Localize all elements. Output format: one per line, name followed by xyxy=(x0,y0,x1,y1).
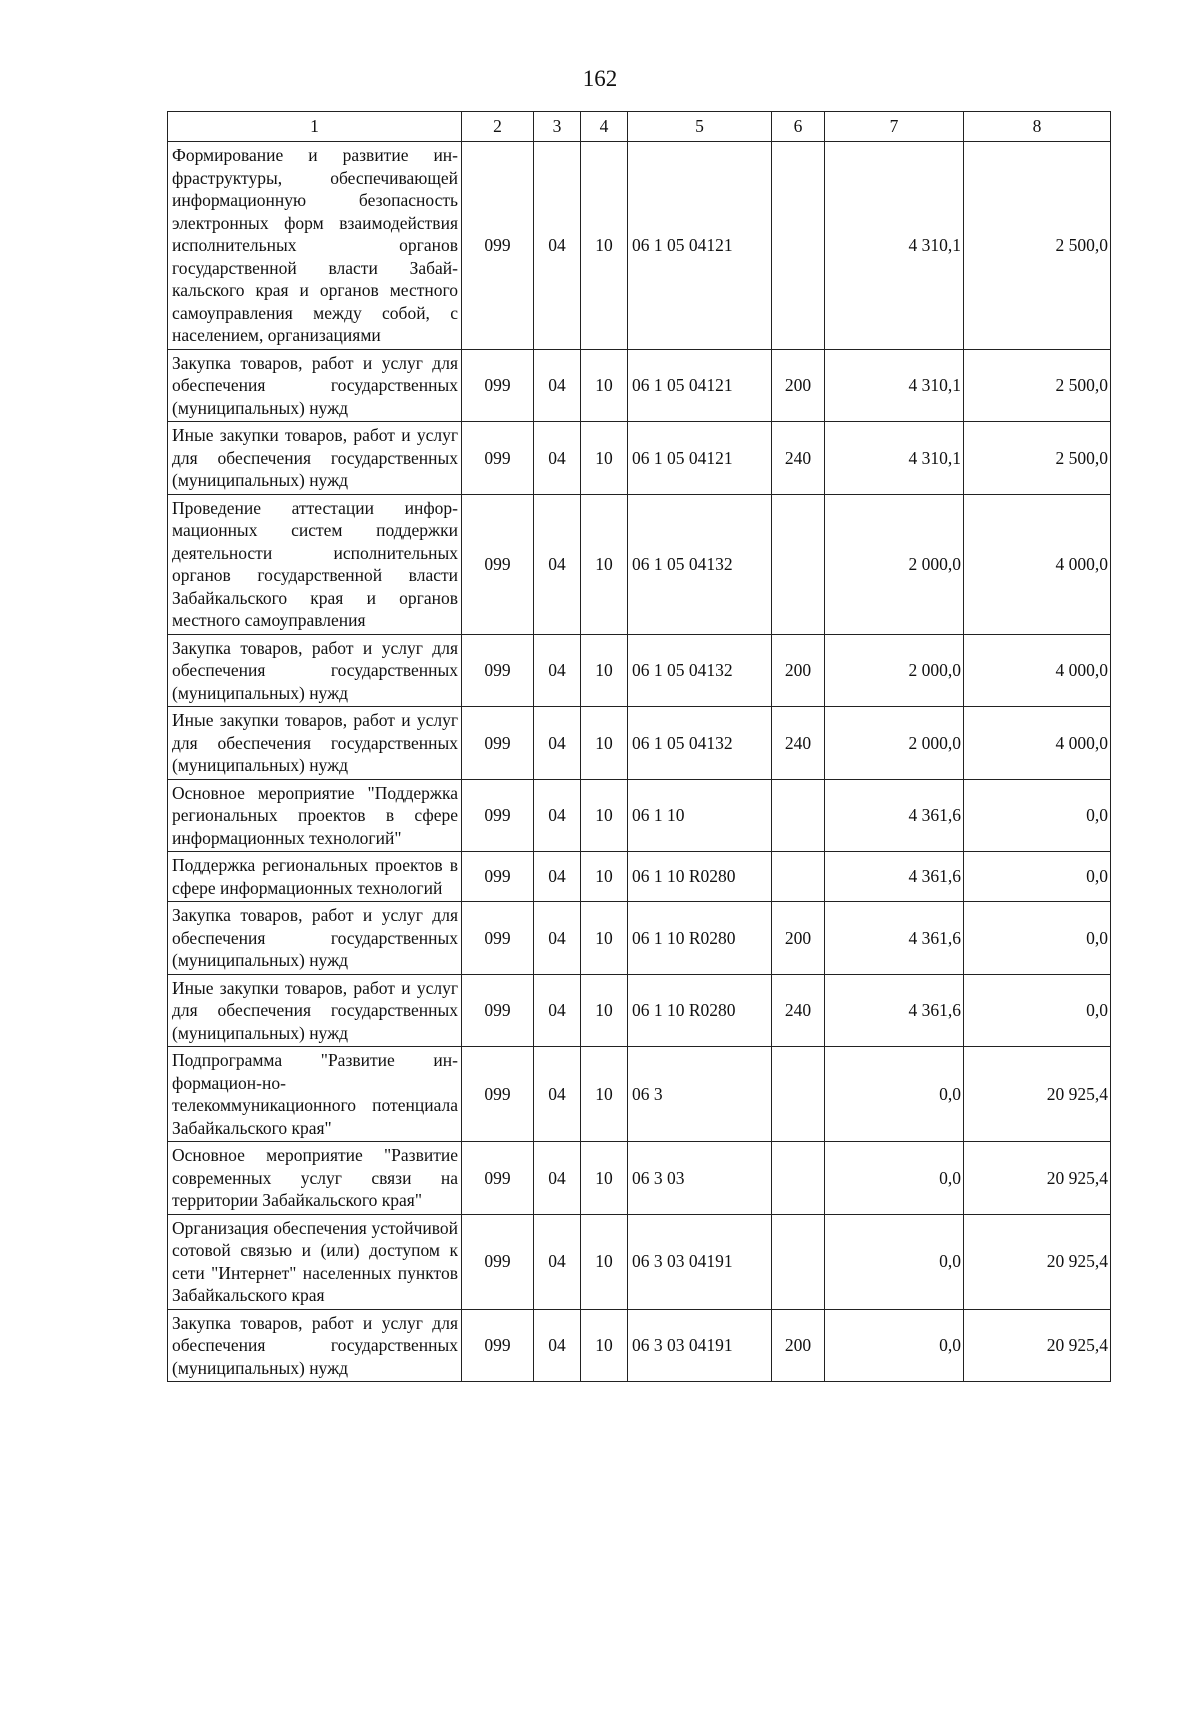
table-row xyxy=(168,1142,1111,1215)
section-code: 04 xyxy=(534,1142,581,1215)
table-row xyxy=(168,1309,1111,1382)
subsection-code: 10 xyxy=(581,974,628,1047)
amount-col-7: 4 310,1 xyxy=(825,422,964,495)
subsection-code: 10 xyxy=(581,1309,628,1382)
amount-col-8: 2 500,0 xyxy=(964,422,1111,495)
column-header: 8 xyxy=(964,112,1111,142)
gov-code: 099 xyxy=(462,707,534,780)
subsection-code: 10 xyxy=(581,494,628,634)
amount-col-7: 2 000,0 xyxy=(825,634,964,707)
gov-code: 099 xyxy=(462,779,534,852)
subsection-code: 10 xyxy=(581,422,628,495)
amount-col-8: 0,0 xyxy=(964,779,1111,852)
expense-type-code: 240 xyxy=(772,974,825,1047)
target-article-code: 06 3 03 04191 xyxy=(628,1214,772,1309)
section-code: 04 xyxy=(534,349,581,422)
target-article-code: 06 3 03 04191 xyxy=(628,1309,772,1382)
amount-col-7: 4 310,1 xyxy=(825,349,964,422)
amount-col-8: 4 000,0 xyxy=(964,494,1111,634)
amount-col-7: 0,0 xyxy=(825,1047,964,1142)
table-row xyxy=(168,852,1111,902)
table-row xyxy=(168,142,1111,350)
row-name: Подпрограмма "Развитие информацион-но-телекоммуникационного потенциала Забайкальского края" xyxy=(168,1047,462,1142)
target-article-code: 06 1 10 xyxy=(628,779,772,852)
subsection-code: 10 xyxy=(581,1142,628,1215)
amount-col-7: 2 000,0 xyxy=(825,494,964,634)
table-row xyxy=(168,422,1111,495)
subsection-code: 10 xyxy=(581,349,628,422)
section-code: 04 xyxy=(534,902,581,975)
expense-type-code: 200 xyxy=(772,1309,825,1382)
subsection-code: 10 xyxy=(581,142,628,350)
subsection-code: 10 xyxy=(581,634,628,707)
gov-code: 099 xyxy=(462,142,534,350)
target-article-code: 06 1 05 04121 xyxy=(628,142,772,350)
expense-type-code: 240 xyxy=(772,422,825,495)
amount-col-7: 4 361,6 xyxy=(825,852,964,902)
table-row xyxy=(168,494,1111,634)
row-name: Закупка товаров, работ и услуг для обеспечения государственных (муниципальных) нужд xyxy=(168,634,462,707)
table-row xyxy=(168,349,1111,422)
column-header: 1 xyxy=(168,112,462,142)
section-code: 04 xyxy=(534,1214,581,1309)
row-name: Основное мероприятие "Развитие современных услуг связи на территории Забайкальского края" xyxy=(168,1142,462,1215)
gov-code: 099 xyxy=(462,634,534,707)
expense-type-code xyxy=(772,1214,825,1309)
target-article-code: 06 3 03 xyxy=(628,1142,772,1215)
subsection-code: 10 xyxy=(581,779,628,852)
column-header: 7 xyxy=(825,112,964,142)
amount-col-8: 2 500,0 xyxy=(964,142,1111,350)
amount-col-8: 0,0 xyxy=(964,974,1111,1047)
expense-type-code xyxy=(772,852,825,902)
amount-col-7: 4 361,6 xyxy=(825,974,964,1047)
row-name: Формирование и развитие инфраструктуры, обеспечивающей информационную безопасность электронных форм взаимодействия исполнительных органов государственной власти Забайкальского края и органов местного самоуправления между собой, с населением, организациями xyxy=(168,142,462,350)
expense-type-code xyxy=(772,1047,825,1142)
amount-col-7: 2 000,0 xyxy=(825,707,964,780)
section-code: 04 xyxy=(534,852,581,902)
table-row xyxy=(168,974,1111,1047)
subsection-code: 10 xyxy=(581,1214,628,1309)
amount-col-8: 20 925,4 xyxy=(964,1214,1111,1309)
budget-table xyxy=(167,111,1111,1382)
gov-code: 099 xyxy=(462,1214,534,1309)
row-name: Закупка товаров, работ и услуг для обеспечения государственных (муниципальных) нужд xyxy=(168,1309,462,1382)
gov-code: 099 xyxy=(462,852,534,902)
row-name: Иные закупки товаров, работ и услуг для обеспечения государственных (муниципальных) нужд xyxy=(168,707,462,780)
amount-col-7: 0,0 xyxy=(825,1214,964,1309)
section-code: 04 xyxy=(534,634,581,707)
page-number: 162 xyxy=(582,66,618,91)
subsection-code: 10 xyxy=(581,902,628,975)
target-article-code: 06 1 05 04121 xyxy=(628,349,772,422)
target-article-code: 06 1 05 04132 xyxy=(628,494,772,634)
amount-col-7: 4 310,1 xyxy=(825,142,964,350)
section-code: 04 xyxy=(534,494,581,634)
expense-type-code xyxy=(772,494,825,634)
table-row xyxy=(168,634,1111,707)
subsection-code: 10 xyxy=(581,1047,628,1142)
column-header: 6 xyxy=(772,112,825,142)
expense-type-code: 200 xyxy=(772,902,825,975)
amount-col-8: 20 925,4 xyxy=(964,1309,1111,1382)
row-name: Иные закупки товаров, работ и услуг для обеспечения государственных (муниципальных) нужд xyxy=(168,422,462,495)
expense-type-code: 200 xyxy=(772,349,825,422)
column-header: 2 xyxy=(462,112,534,142)
amount-col-7: 4 361,6 xyxy=(825,779,964,852)
amount-col-8: 0,0 xyxy=(964,902,1111,975)
amount-col-8: 20 925,4 xyxy=(964,1142,1111,1215)
section-code: 04 xyxy=(534,707,581,780)
section-code: 04 xyxy=(534,1047,581,1142)
table-row xyxy=(168,707,1111,780)
amount-col-8: 2 500,0 xyxy=(964,349,1111,422)
gov-code: 099 xyxy=(462,902,534,975)
column-header: 3 xyxy=(534,112,581,142)
amount-col-7: 4 361,6 xyxy=(825,902,964,975)
target-article-code: 06 1 10 R0280 xyxy=(628,974,772,1047)
amount-col-8: 4 000,0 xyxy=(964,707,1111,780)
header-row xyxy=(168,112,1111,142)
table-row xyxy=(168,779,1111,852)
expense-type-code: 240 xyxy=(772,707,825,780)
column-header: 4 xyxy=(581,112,628,142)
section-code: 04 xyxy=(534,422,581,495)
section-code: 04 xyxy=(534,974,581,1047)
gov-code: 099 xyxy=(462,1142,534,1215)
amount-col-8: 4 000,0 xyxy=(964,634,1111,707)
amount-col-8: 0,0 xyxy=(964,852,1111,902)
target-article-code: 06 3 xyxy=(628,1047,772,1142)
row-name: Иные закупки товаров, работ и услуг для обеспечения государственных (муниципальных) нужд xyxy=(168,974,462,1047)
gov-code: 099 xyxy=(462,1309,534,1382)
gov-code: 099 xyxy=(462,422,534,495)
expense-type-code xyxy=(772,142,825,350)
section-code: 04 xyxy=(534,1309,581,1382)
subsection-code: 10 xyxy=(581,852,628,902)
amount-col-8: 20 925,4 xyxy=(964,1047,1111,1142)
subsection-code: 10 xyxy=(581,707,628,780)
row-name: Поддержка региональных проектов в сфере информационных технологий xyxy=(168,852,462,902)
target-article-code: 06 1 05 04132 xyxy=(628,634,772,707)
row-name: Закупка товаров, работ и услуг для обеспечения государственных (муниципальных) нужд xyxy=(168,902,462,975)
target-article-code: 06 1 10 R0280 xyxy=(628,902,772,975)
row-name: Основное мероприятие "Поддержка региональных проектов в сфере информационных технологий" xyxy=(168,779,462,852)
column-header: 5 xyxy=(628,112,772,142)
expense-type-code xyxy=(772,1142,825,1215)
gov-code: 099 xyxy=(462,349,534,422)
gov-code: 099 xyxy=(462,974,534,1047)
target-article-code: 06 1 05 04121 xyxy=(628,422,772,495)
expense-type-code xyxy=(772,779,825,852)
section-code: 04 xyxy=(534,142,581,350)
section-code: 04 xyxy=(534,779,581,852)
row-name: Организация обеспечения устойчивой сотовой связью и (или) доступом к сети "Интернет" населенных пунктов Забайкальского края xyxy=(168,1214,462,1309)
target-article-code: 06 1 05 04132 xyxy=(628,707,772,780)
gov-code: 099 xyxy=(462,494,534,634)
row-name: Закупка товаров, работ и услуг для обеспечения государственных (муниципальных) нужд xyxy=(168,349,462,422)
gov-code: 099 xyxy=(462,1047,534,1142)
row-name: Проведение аттестации информационных систем поддержки деятельности исполнительных органов государственной власти Забайкальского края и органов местного самоуправления xyxy=(168,494,462,634)
expense-type-code: 200 xyxy=(772,634,825,707)
table-row xyxy=(168,902,1111,975)
target-article-code: 06 1 10 R0280 xyxy=(628,852,772,902)
table-row xyxy=(168,1047,1111,1142)
amount-col-7: 0,0 xyxy=(825,1142,964,1215)
amount-col-7: 0,0 xyxy=(825,1309,964,1382)
table-row xyxy=(168,1214,1111,1309)
